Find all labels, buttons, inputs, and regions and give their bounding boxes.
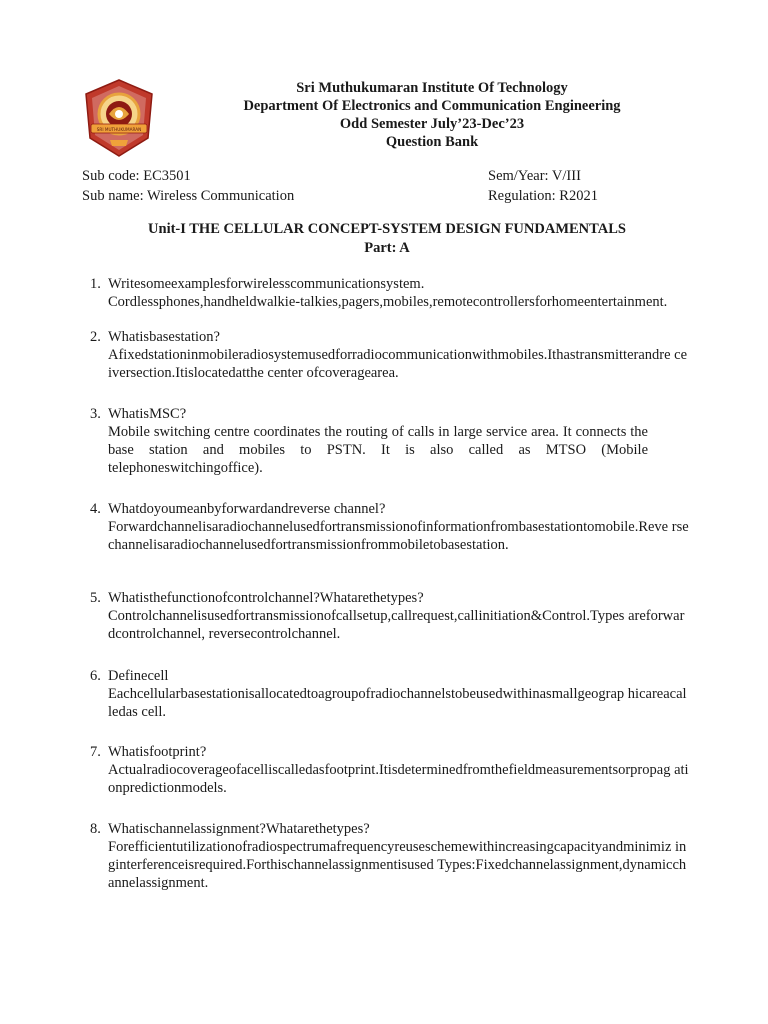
question-item — [90, 275, 700, 311]
subject-code: Sub code: EC3501 — [82, 168, 191, 184]
question-number: 5. — [90, 590, 101, 606]
regulation: Regulation: R2021 — [488, 188, 598, 204]
part-label: Part: A — [364, 240, 410, 256]
semester-info — [488, 166, 598, 206]
question-text: Whatdoyoumeanbyforwardandreverse channel? — [108, 501, 386, 517]
answer-text: Mobile switching centre coordinates the routing of calls in large service area. It connects the base station and mobiles to PSTN. It is also called as MTSO (Mobile telephoneswitchingoffice). — [108, 424, 648, 476]
question-number: 3. — [90, 406, 101, 422]
document-header — [180, 79, 684, 151]
question-text: WhatisMSC? — [108, 406, 187, 422]
question-number: 6. — [90, 668, 101, 684]
question-item — [90, 500, 700, 554]
question-item — [90, 743, 700, 797]
unit-title: Unit-I THE CELLULAR CONCEPT-SYSTEM DESIGN FUNDAMENTALS — [148, 221, 626, 237]
question-number: 2. — [90, 329, 101, 345]
question-text: Whatisthefunctionofcontrolchannel?Whatarethetypes? — [108, 590, 424, 606]
question-number: 7. — [90, 744, 101, 760]
answer-text: Forefficientutilizationofradiospectrumafrequencyreuseschemewithincreasingcapacityandminimiz inginterferenceisrequired.Forthischannelassignmentisused Types:Fixedchannelassignment,dynamicchannelassignment. — [108, 839, 687, 891]
answer-text: Afixedstationinmobileradiosystemusedforradiocommunicationwithmobiles.Ithastransmitterandre ceiversection.Itislocatedatthe center ofcoveragearea. — [108, 347, 688, 381]
question-item — [90, 589, 700, 643]
document-type: Question Bank — [385, 134, 479, 150]
department-name: Department Of Electronics and Communication Engineering — [243, 98, 621, 114]
subject-info — [82, 166, 294, 206]
question-text: Whatisbasestation? — [108, 329, 220, 345]
question-item — [90, 405, 700, 477]
answer-text: Forwardchannelisaradiochannelusedfortransmissionofinformationfrombasestationtomobile.Reve rsechannelisaradiochannelusedfortransmissionfrommobiletobasestation. — [108, 519, 689, 553]
subject-name: Sub name: Wireless Communication — [82, 188, 295, 204]
question-number: 4. — [90, 501, 101, 517]
answer-text: Eachcellularbasestationisallocatedtoagroupofradiochannelstobeusedwithinasmallgeograp hicareacalledas cell. — [108, 686, 687, 720]
answer-text: Cordlessphones,handheldwalkie-talkies,pagers,mobiles,remotecontrollersforhomeentertainment. — [108, 294, 668, 310]
question-item — [90, 820, 700, 892]
answer-text: Actualradiocoverageofacelliscalledasfootprint.Itisdeterminedfromthefieldmeasurementsorpropag ationpredictionmodels. — [108, 762, 689, 796]
logo-text: SRI MUTHUKUMARAN — [96, 127, 142, 132]
sem-year: Sem/Year: V/III — [488, 168, 581, 184]
question-text: Definecell — [108, 668, 169, 684]
semester-label: Odd Semester July’23-Dec’23 — [339, 116, 525, 132]
institute-logo — [82, 78, 156, 158]
question-number: 8. — [90, 821, 101, 837]
question-item — [90, 667, 700, 721]
answer-text: Controlchannelisusedfortransmissionofcallsetup,callrequest,callinitiation&Control.Types areforwardcontrolchannel, reversecontrolchannel. — [108, 608, 685, 642]
unit-heading — [82, 220, 692, 258]
question-text: Writesomeexamplesforwirelesscommunicationsystem. — [108, 276, 425, 292]
institute-name: Sri Muthukumaran Institute Of Technology — [296, 80, 568, 96]
question-item — [90, 328, 700, 382]
question-text: Whatischannelassignment?Whatarethetypes? — [108, 821, 370, 837]
question-text: Whatisfootprint? — [108, 744, 207, 760]
question-number: 1. — [90, 276, 101, 292]
